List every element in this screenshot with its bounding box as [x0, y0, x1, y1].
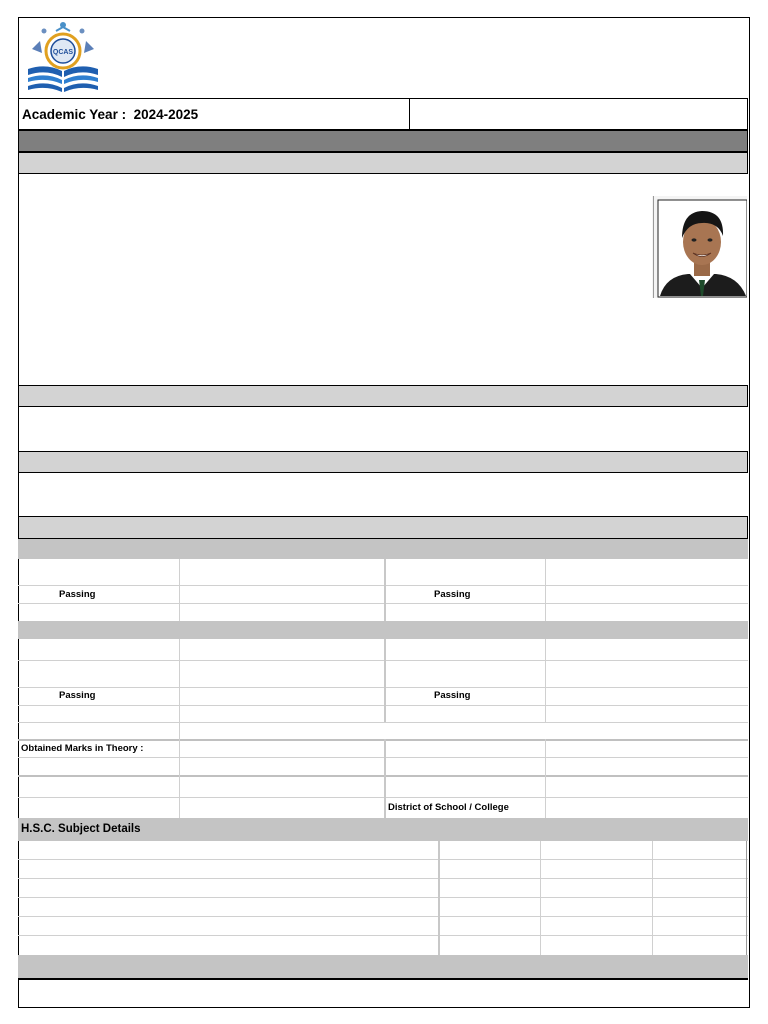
sub-section-header-2	[18, 621, 748, 639]
hsc-subject-details-title: H.S.C. Subject Details	[21, 823, 141, 835]
passing-label-right-2: Passing	[434, 690, 471, 701]
grid-line	[18, 878, 748, 879]
section-header-3	[18, 451, 748, 473]
grid-line	[18, 797, 748, 798]
section-header-4	[18, 516, 748, 539]
grid-line	[545, 559, 546, 621]
obtained-theory-label: Obtained Marks in Theory :	[21, 743, 144, 754]
passing-label-left: Passing	[59, 589, 96, 600]
grid-line	[179, 559, 180, 621]
district-label: District of School / College	[388, 802, 509, 813]
grid-line	[18, 705, 748, 706]
academic-year-cell	[18, 98, 410, 130]
grid-line	[18, 859, 748, 860]
grid-line	[179, 639, 180, 818]
academic-year-right-cell	[409, 98, 748, 130]
grid-line	[18, 775, 748, 777]
section-header-2	[18, 385, 748, 407]
grid-line	[18, 935, 748, 936]
grid-line	[652, 841, 653, 955]
grid-line	[384, 559, 386, 621]
grid-line	[18, 739, 748, 741]
grid-line	[18, 897, 748, 898]
grid-line	[540, 841, 541, 955]
grid-line	[18, 722, 748, 723]
grid-line	[746, 841, 747, 955]
logo-text: QCAS	[52, 49, 74, 56]
grid-line	[545, 739, 546, 818]
academic-year-label: Academic Year :	[22, 107, 127, 122]
footer-divider	[18, 978, 748, 980]
passing-label-left-2: Passing	[59, 690, 96, 701]
grid-line	[18, 916, 748, 917]
academic-year-value: 2024-2025	[133, 107, 199, 122]
passing-label-right: Passing	[434, 589, 471, 600]
sub-section-header-1	[18, 539, 748, 559]
institution-logo	[22, 19, 104, 97]
student-photo	[652, 196, 747, 298]
grid-line	[18, 603, 748, 604]
grid-line	[384, 739, 386, 818]
grid-line	[545, 639, 546, 722]
personal-details-header	[18, 152, 748, 174]
grid-line	[438, 841, 440, 955]
grid-line	[18, 660, 748, 661]
grid-line	[18, 687, 748, 688]
footer-section-header	[18, 955, 748, 978]
hsc-subject-details-header	[18, 818, 748, 841]
grid-line	[18, 585, 748, 586]
form-title-bar	[18, 130, 748, 152]
grid-line	[384, 639, 386, 722]
grid-line	[18, 757, 748, 758]
